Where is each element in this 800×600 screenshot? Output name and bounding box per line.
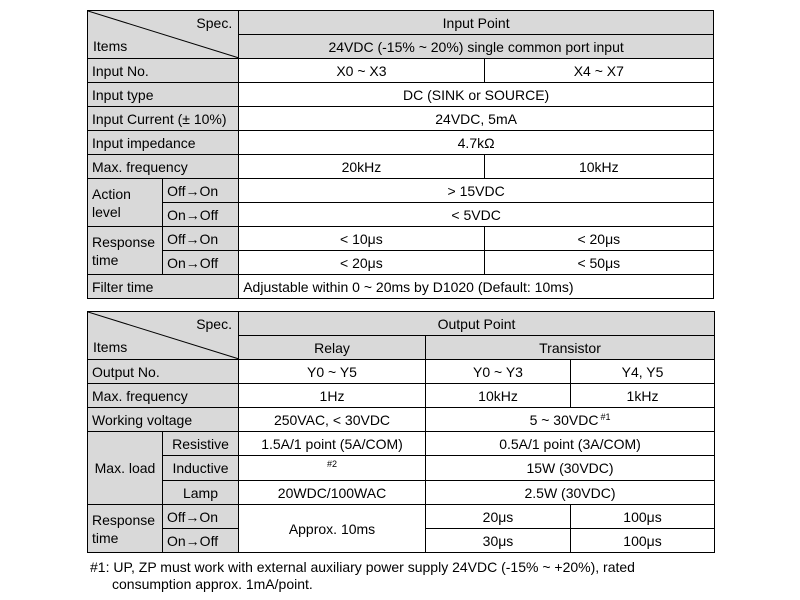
row-label: Action level xyxy=(88,179,163,227)
cell: 10kHz xyxy=(484,155,713,179)
cell: 4.7kΩ xyxy=(239,131,714,155)
row-label: Input Current (± 10%) xyxy=(88,107,239,131)
cell: 10kHz xyxy=(426,384,571,408)
sub-label: Resistive xyxy=(163,432,239,456)
cell: 30μs xyxy=(426,529,571,553)
table-row xyxy=(88,59,714,83)
table-row xyxy=(88,83,714,107)
row-label: Max. load xyxy=(88,432,163,505)
cell: < 5VDC xyxy=(239,203,714,227)
sub-label: On→Off xyxy=(163,251,239,275)
table-row xyxy=(88,131,714,155)
cell: 250VAC, < 30VDC xyxy=(239,408,426,432)
row-label: Output No. xyxy=(88,360,239,384)
row-label: Input type xyxy=(88,83,239,107)
cell: 2.5W (30VDC) xyxy=(426,481,715,505)
footnote-line-2: consumption approx. 1mA/point. xyxy=(112,576,313,592)
row-label: Max. frequency xyxy=(88,155,239,179)
row-label: Response time xyxy=(88,227,163,275)
table-row xyxy=(88,251,714,275)
footnote-ref: #2 xyxy=(239,456,426,481)
table-row xyxy=(88,275,714,299)
cell: 20μs xyxy=(426,505,571,529)
table-row xyxy=(88,384,715,408)
row-label: Input impedance xyxy=(88,131,239,155)
cell: 1kHz xyxy=(571,384,715,408)
sub-label: Off→On xyxy=(163,227,239,251)
sub-label: On→Off xyxy=(163,529,239,553)
cell: < 50μs xyxy=(484,251,713,275)
cell: 0.5A/1 point (3A/COM) xyxy=(426,432,715,456)
table-row xyxy=(88,155,714,179)
table-row xyxy=(88,505,715,529)
cell: 1.5A/1 point (5A/COM) xyxy=(239,432,426,456)
cell: Adjustable within 0 ~ 20ms by D1020 (Default: 10ms) xyxy=(239,275,714,299)
header-corner-cell xyxy=(88,11,239,59)
cell: 20WDC/100WAC xyxy=(239,481,426,505)
cell: 100μs xyxy=(571,529,715,553)
output-point-title: Output Point xyxy=(239,312,715,336)
items-label: Items xyxy=(93,339,128,355)
cell: Y4, Y5 xyxy=(571,360,715,384)
items-label: Items xyxy=(93,38,128,54)
table-row xyxy=(88,179,714,203)
cell: X4 ~ X7 xyxy=(484,59,713,83)
cell: 15W (30VDC) xyxy=(426,456,715,481)
spec-label: Spec. xyxy=(196,316,232,332)
cell: < 10μs xyxy=(239,227,484,251)
relay-header: Relay xyxy=(239,336,426,360)
cell: DC (SINK or SOURCE) xyxy=(239,83,714,107)
sub-label: Off→On xyxy=(163,505,239,529)
table-row xyxy=(88,408,715,432)
cell: Y0 ~ Y5 xyxy=(239,360,426,384)
sub-label: Lamp xyxy=(163,481,239,505)
cell: Y0 ~ Y3 xyxy=(426,360,571,384)
input-point-subtitle: 24VDC (-15% ~ 20%) single common port input xyxy=(239,35,714,59)
sub-label: Off→On xyxy=(163,179,239,203)
table-row xyxy=(88,432,715,456)
working-voltage-value: 5 ~ 30VDC xyxy=(529,411,599,428)
cell: < 20μs xyxy=(484,227,713,251)
table-row xyxy=(88,456,715,481)
row-label: Filter time xyxy=(88,275,239,299)
header-corner-cell xyxy=(88,312,239,360)
row-label: Working voltage xyxy=(88,408,239,432)
sub-label: On→Off xyxy=(163,203,239,227)
table-row xyxy=(88,360,715,384)
cell: X0 ~ X3 xyxy=(239,59,484,83)
spec-label: Spec. xyxy=(196,15,233,31)
cell: Approx. 10ms xyxy=(239,505,426,553)
table-row xyxy=(88,481,715,505)
row-label: Max. frequency xyxy=(88,384,239,408)
table-row xyxy=(88,227,714,251)
footnote-ref: #1 xyxy=(600,411,611,422)
cell: 20kHz xyxy=(239,155,484,179)
cell: < 20μs xyxy=(239,251,484,275)
transistor-header: Transistor xyxy=(426,336,715,360)
row-label: Input No. xyxy=(88,59,239,83)
input-spec-table xyxy=(87,10,714,299)
cell: > 15VDC xyxy=(239,179,714,203)
output-spec-table xyxy=(87,311,715,553)
row-label: Response time xyxy=(88,505,163,553)
table-row xyxy=(88,203,714,227)
table-row xyxy=(88,107,714,131)
input-point-title: Input Point xyxy=(239,11,714,35)
cell: 100μs xyxy=(571,505,715,529)
cell: 24VDC, 5mA xyxy=(239,107,714,131)
sub-label: Inductive xyxy=(163,456,239,481)
footnote-line-1: #1: UP, ZP must work with external auxiliary power supply 24VDC (-15% ~ +20%), rated xyxy=(90,559,635,575)
cell xyxy=(426,408,715,432)
cell: 1Hz xyxy=(239,384,426,408)
